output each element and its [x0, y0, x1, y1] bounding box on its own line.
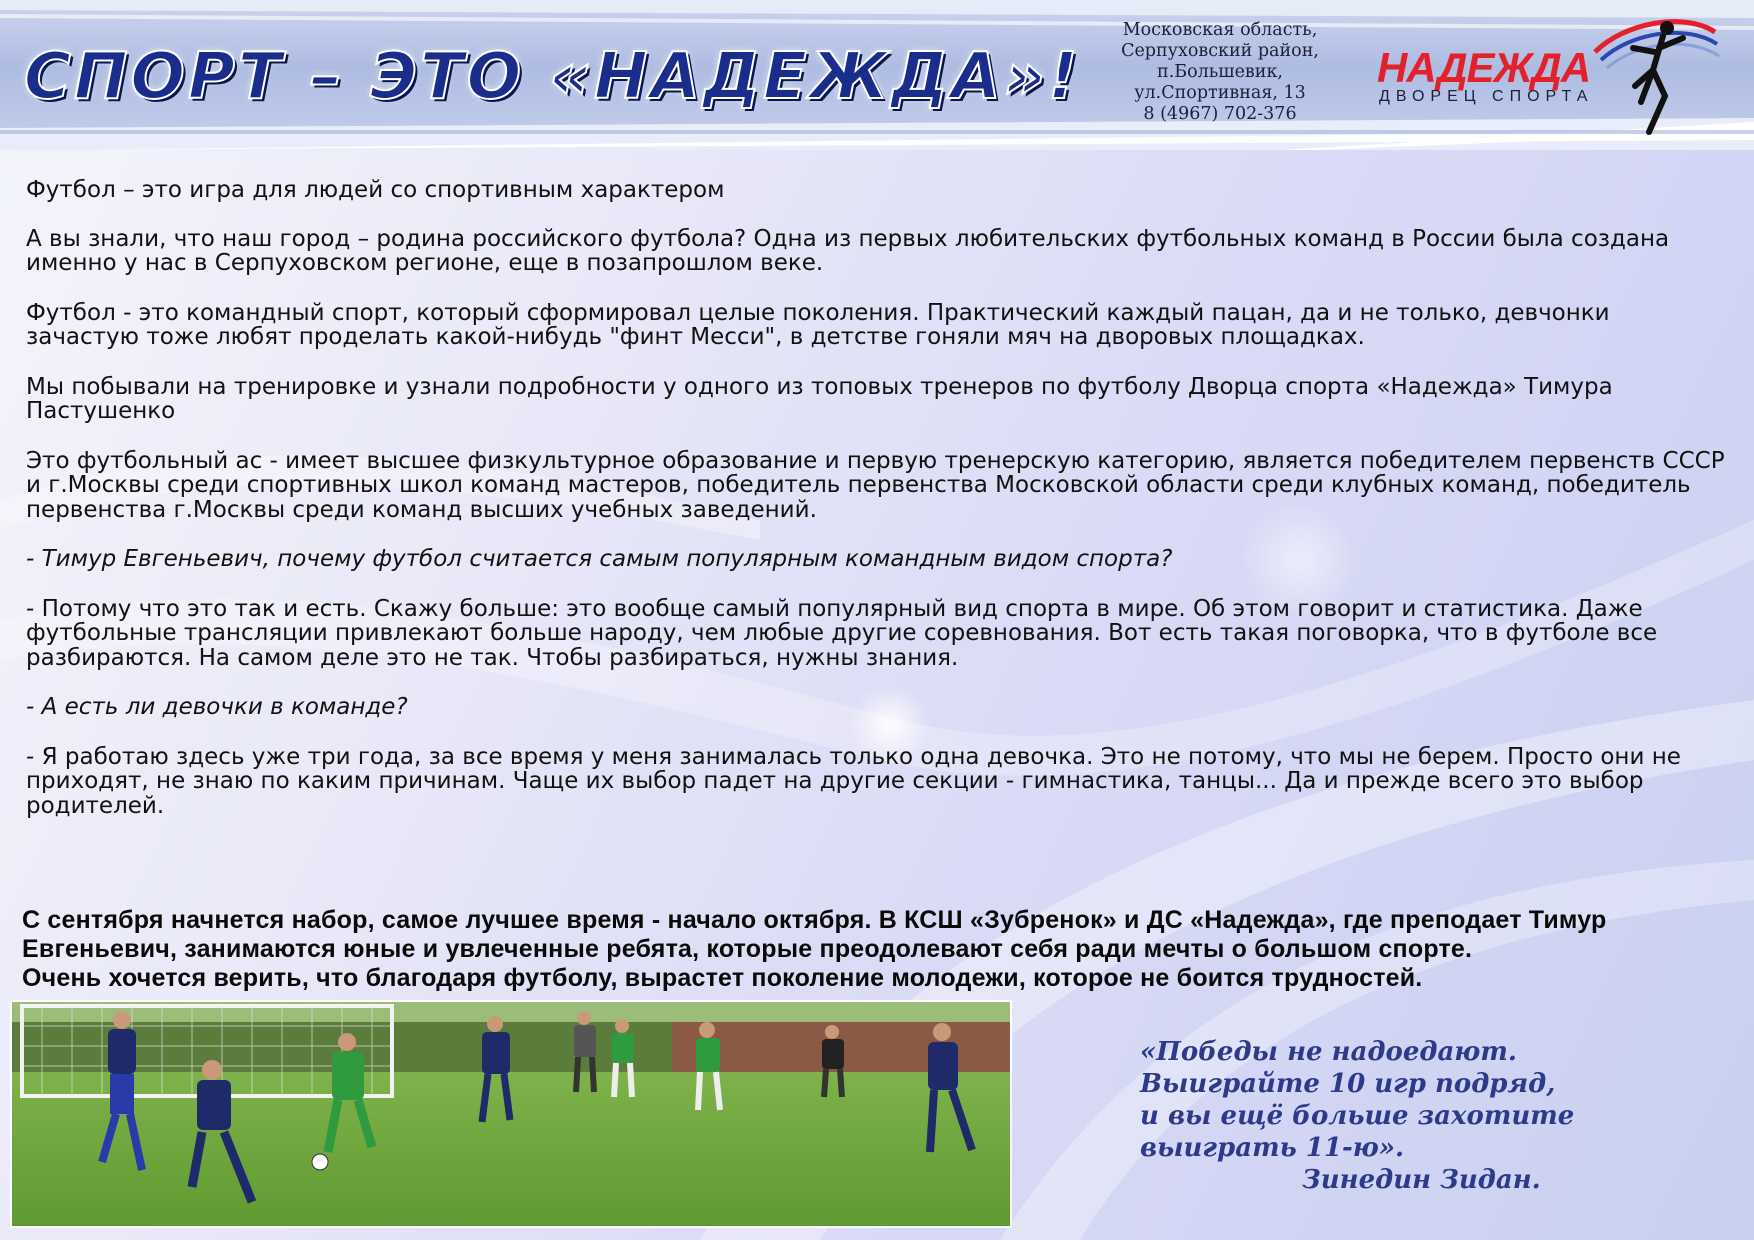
interview-question: - А есть ли девочки в команде?: [26, 694, 408, 720]
quote-author: Зинедин Зидан.: [1302, 1165, 1541, 1195]
article-body: [26, 178, 1726, 843]
address-line: п.Большевик,: [1157, 62, 1283, 82]
football-training-photo: [10, 1000, 1012, 1228]
logo-name: НАДЕЖДА: [1377, 44, 1591, 91]
closing-line: С сентября начнется набор, самое лучшее время - начало октября. В КСШ «Зубренок» и ДС «Надежда», где преподает Тимур: [22, 906, 1607, 934]
quote-line: и вы ещё больше захотите: [1140, 1101, 1575, 1131]
interview-question: - Тимур Евгеньевич, почему футбол считается самым популярным командным видом спорта?: [26, 546, 1173, 572]
article-paragraph: Это футбольный ас - имеет высшее физкультурное образование и первую тренерскую категорию, является победителем первенств СССР и г.Москвы среди спортивных школ команд мастеров, победитель первенства Московской области среди клубных команд, победитель первенства г.Москвы среди команд высших учебных заведений.: [26, 447, 1725, 523]
zidane-quote: [1140, 1036, 1740, 1196]
address-line: ул.Спортивная, 13: [1134, 83, 1306, 103]
page-title: СПОРТ – ЭТО «НАДЕЖДА»!: [24, 40, 1081, 114]
address-block: [1090, 20, 1350, 125]
phone-number: 8 (4967) 702-376: [1143, 104, 1297, 124]
football-scene: [12, 1002, 1012, 1228]
quote-line: выиграть 11-ю».: [1140, 1133, 1405, 1163]
athlete-figure-icon: [1575, 12, 1720, 140]
address-line: Серпуховский район,: [1121, 41, 1319, 61]
quote-line: Выиграйте 10 игр подряд,: [1140, 1069, 1556, 1099]
interview-answer: - Потому что это так и есть. Скажу больше: это вообще самый популярный вид спорта в мире. Об этом говорит и статистика. Даже футбольные трансляции привлекают больше народу, чем любые другие соревнования. Вот есть такая поговорка, что в футболе все разбираются. На самом деле это не так. Чтобы разбираться, нужны знания.: [26, 595, 1658, 671]
article-paragraph: А вы знали, что наш город – родина российского футбола? Одна из первых любительских футбольных команд в России была создана именно у нас в Серпуховском регионе, еще в позапрошлом веке.: [26, 225, 1670, 276]
logo-subtitle: ДВОРЕЦ СПОРТА: [1379, 88, 1594, 105]
closing-line: Очень хочется верить, что благодаря футболу, вырастет поколение молодежи, которое не боится трудностей.: [22, 964, 1423, 992]
closing-statement: [22, 906, 1742, 993]
interview-answer: - Я работаю здесь уже три года, за все время у меня занималась только одна девочка. Это не потому, что мы не берем. Просто они не приходят, не знаю по каким причинам. Чаще их выбор падет на другие секции - гимнастика, танцы... Да и прежде всего это выбор родителей.: [26, 743, 1681, 819]
closing-line: Евгеньевич, занимаются юные и увлеченные ребята, которые преодолевают себя ради мечты о большом спорте.: [22, 935, 1473, 963]
quote-line: «Победы не надоедают.: [1140, 1037, 1517, 1067]
header-banner: [0, 0, 1754, 150]
article-paragraph: Мы побывали на тренировке и узнали подробности у одного из топовых тренеров по футболу Дворца спорта «Надежда» Тимура Пастушенко: [26, 373, 1613, 424]
nadezhda-logo: [1375, 12, 1720, 140]
address-line: Московская область,: [1122, 20, 1318, 40]
article-paragraph: Футбол - это командный спорт, который сформировал целые поколения. Практический каждый пацан, да и не только, девчонки зачастую тоже любят проделать какой-нибудь "финт Месси", в детстве гоняли мяч на дворовых площадках.: [26, 299, 1610, 350]
article-lead: Футбол – это игра для людей со спортивным характером: [26, 177, 725, 203]
